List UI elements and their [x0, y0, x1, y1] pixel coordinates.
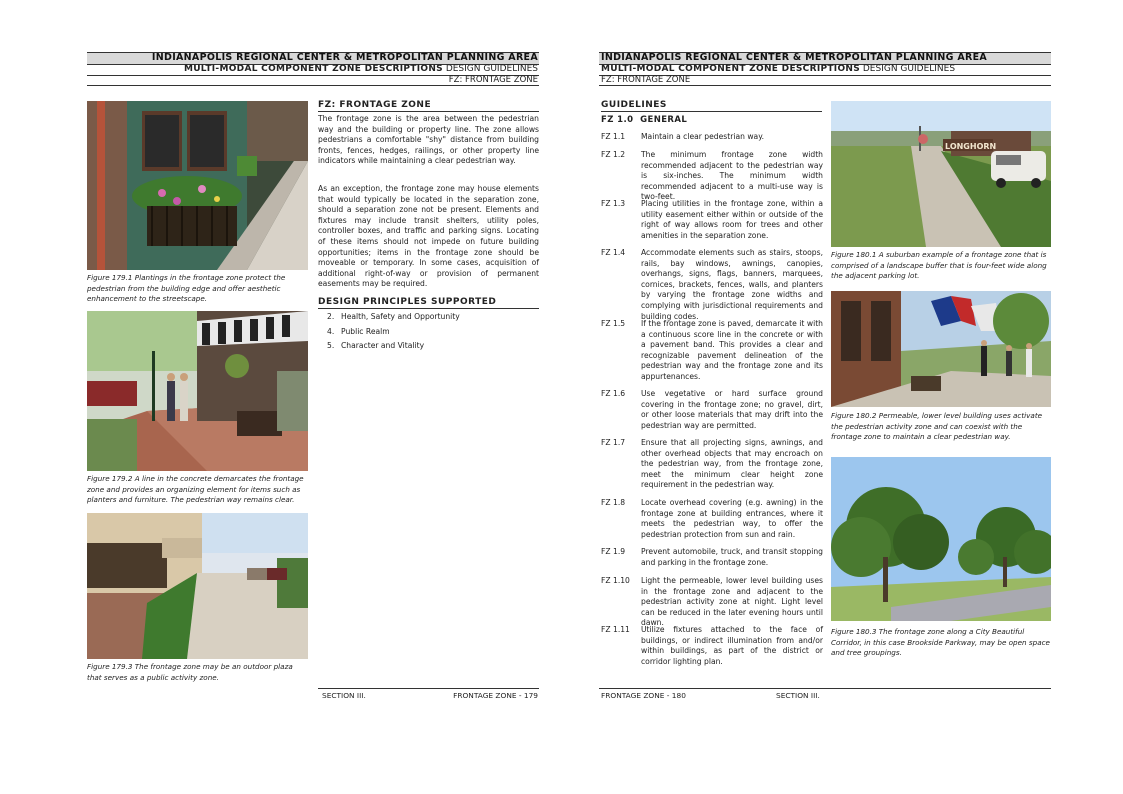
guideline-text: Light the permeable, lower level building uses in the frontage zone and adjacent to the pedestrian activity zone at night. Light level can be reduced in the later evening hours until dawn. [641, 576, 823, 628]
header-subtitle [184, 64, 538, 75]
figure-caption: Figure 180.1 A suburban example of a frontage zone that is comprised of a landscape buffer that is four-feet wide along the adjacent parking lot. [831, 250, 1047, 280]
footer-page-number: FRONTAGE ZONE - 180 [601, 691, 686, 700]
intro-paragraph: As an exception, the frontage zone may house elements that would typically be located in the separation zone, should a separation zone not be present. Elements and fixtures may include transit shelters, utility poles, controller boxes, and traffic and parking signs. Locating of these items should not impede on future building opportunities; items in the frontage zone should be moveable or temporary. In some cases, acquisition of additional right-of-way or provision of permanent easements may be required. [318, 184, 539, 289]
photo-planter-window [87, 101, 308, 270]
guideline-id: FZ 1.7 [601, 438, 626, 447]
guideline-id: FZ 1.10 [601, 576, 630, 585]
header-rule-bottom [87, 85, 539, 86]
guideline-item [601, 547, 823, 571]
section-heading: GUIDELINES [601, 100, 822, 112]
figure-caption: Figure 180.2 Permeable, lower level building uses activate the pedestrian activity zone and can coexist with the frontage zone to maintain a clear pedestrian way. [831, 411, 1043, 441]
footer-page-number: FRONTAGE ZONE - 179 [453, 691, 538, 700]
longhorn-sign: LONGHORN [945, 142, 997, 151]
header-subtitle-normal: DESIGN GUIDELINES [860, 64, 956, 74]
guideline-text: Ensure that all projecting signs, awnings, and other overhead objects that may encroach on the pedestrian way, from the frontage zone, meet the minimum clear height zone requirement in the pedestrian way. [641, 438, 823, 490]
header-subtitle-bold: MULTI-MODAL COMPONENT ZONE DESCRIPTIONS [601, 64, 861, 74]
header-title: INDIANAPOLIS REGIONAL CENTER & METROPOLITAN PLANNING AREA [601, 52, 988, 63]
header-title: INDIANAPOLIS REGIONAL CENTER & METROPOLITAN PLANNING AREA [151, 52, 538, 63]
guideline-item [601, 132, 823, 144]
guideline-text: Use vegetative or hard surface ground covering in the frontage zone; no gravel, dirt, or other loose materials that may drift into the pedestrian way are permitted. [641, 389, 823, 430]
figure-caption: Figure 180.3 The frontage zone along a City Beautiful Corridor, in this case Brookside Parkway, may be open space and tree groupings. [831, 627, 1050, 657]
list-item: 4. Public Realm [327, 326, 390, 336]
footer-section: SECTION III. [776, 691, 820, 700]
guideline-item [601, 576, 823, 628]
header-section: FZ: FRONTAGE ZONE [448, 75, 538, 85]
guideline-text: Maintain a clear pedestrian way. [641, 132, 765, 141]
footer-section: SECTION III. [322, 691, 366, 700]
guideline-text: If the frontage zone is paved, demarcate it with a continuous score line in the concrete or with a pavement band. This provides a clear and recognizable pavement delineation of the pedestrian way and the frontage zone and its appurtenances. [641, 319, 823, 381]
guideline-id: FZ 1.3 [601, 199, 626, 208]
section-heading: DESIGN PRINCIPLES SUPPORTED [318, 297, 539, 309]
guideline-id: FZ 1.8 [601, 498, 626, 507]
header-subtitle [601, 64, 955, 75]
guideline-item [601, 319, 823, 384]
list-item: 5. Character and Vitality [327, 341, 425, 350]
guideline-item [601, 150, 823, 202]
guideline-text: Accommodate elements such as stairs, stoops, rails, bay windows, awnings, canopies, overhangs, signs, flags, banners, marquees, cornices, brackets, fences, walls, and planters by varying the frontage zone widths and complying with jurisdictional requirements and building codes. [641, 248, 823, 321]
list-item: 2. Health, Safety and Opportunity [327, 312, 460, 321]
figure-caption: Figure 179.2 A line in the concrete demarcates the frontage zone and provides an organizing element for items such as planters and furniture. The pedestrian way remains clear. [87, 474, 304, 504]
header-rule-bottom [599, 85, 1051, 86]
principles-list [327, 310, 537, 354]
header-subtitle-normal: DESIGN GUIDELINES [442, 64, 538, 74]
guideline-id: FZ 1.5 [601, 319, 626, 328]
guideline-id: FZ 1.6 [601, 389, 626, 398]
guideline-id: FZ 1.9 [601, 547, 626, 556]
photo-plaza [87, 513, 308, 659]
section-heading: FZ: FRONTAGE ZONE [318, 100, 539, 112]
guideline-item [601, 248, 823, 321]
header-section: FZ: FRONTAGE ZONE [601, 75, 691, 85]
figure-caption: Figure 179.3 The frontage zone may be an outdoor plaza that serves as a public activity zone. [87, 662, 293, 682]
figure-caption: Figure 179.1 Plantings in the frontage zone protect the pedestrian from the building edge and offer aesthetic enhancement to the streetscape. [87, 273, 286, 303]
guideline-text: The minimum frontage zone width recommended adjacent to the pedestrian way is six-inches. The minimum width recommended adjacent to a multi-use way is two-feet. [641, 150, 823, 202]
guideline-id: FZ 1.11 [601, 625, 630, 634]
photo-suburban-buffer [831, 101, 1051, 247]
guideline-id: FZ 1.4 [601, 248, 626, 257]
guideline-item [601, 389, 823, 433]
photo-permeable-uses [831, 291, 1051, 407]
guideline-id: FZ 1.2 [601, 150, 626, 159]
subsection-heading: FZ 1.0 GENERAL [601, 115, 688, 125]
guideline-item [601, 498, 823, 542]
footer-rule [599, 688, 1051, 689]
guideline-text: Prevent automobile, truck, and transit stopping and parking in the frontage zone. [641, 547, 823, 567]
photo-sidewalk-awning [87, 311, 308, 471]
intro-paragraph: The frontage zone is the area between the pedestrian way and the building or property line. The zone allows pedestrians a comfortable "shy" distance from building fronts, fences, hedges, railings, or other property line indicators while maintaining a clear pedestrian way. [318, 114, 539, 166]
guideline-id: FZ 1.1 [601, 132, 626, 141]
header-subtitle-bold: MULTI-MODAL COMPONENT ZONE DESCRIPTIONS [183, 64, 443, 74]
guideline-item [601, 199, 823, 243]
guideline-item [601, 625, 823, 666]
guideline-text: Locate overhead covering (e.g. awning) in the frontage zone at building entrances, where it meets the pedestrian way, to offer the pedestrian protection from sun and rain. [641, 498, 823, 539]
guideline-text: Placing utilities in the frontage zone, within a utility easement either within or outside of the right of way allows room for trees and other amenities in the separation zone. [641, 199, 823, 240]
guideline-item [601, 438, 823, 492]
footer-rule [318, 688, 539, 689]
guideline-text: Utilize fixtures attached to the face of buildings, or indirect illumination from and/or within buildings, as part of the district or corridor lighting plan. [641, 625, 823, 666]
photo-brookside-parkway [831, 457, 1051, 621]
